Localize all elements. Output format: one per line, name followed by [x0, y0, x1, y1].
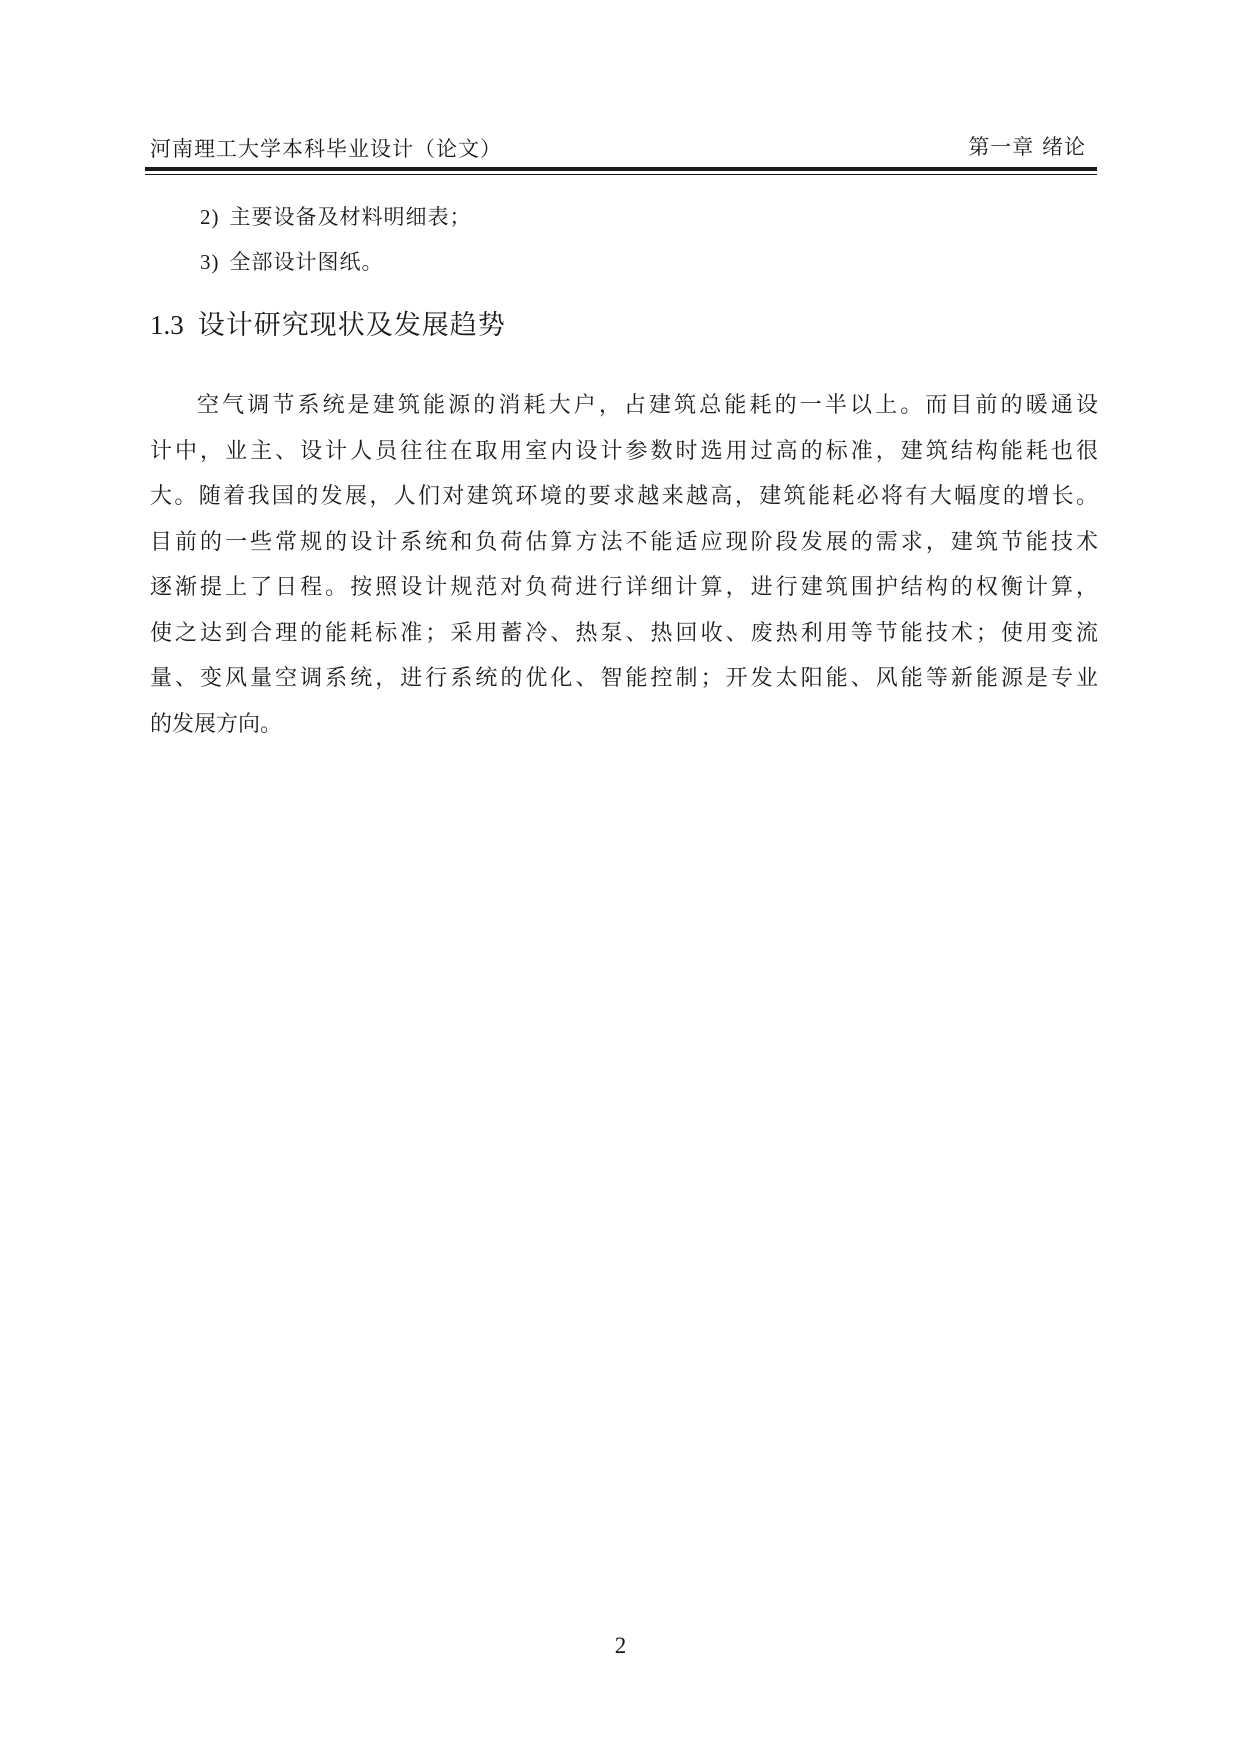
paragraph-line: 空气调节系统是建筑能源的消耗大户，占建筑总能耗的一半以上。而目前的暖通设 — [197, 393, 1098, 418]
section-number: 1.3 — [150, 310, 184, 340]
list-item-number: 2) — [200, 205, 220, 229]
section-heading — [150, 303, 506, 342]
list-item-text: 全部设计图纸。 — [229, 250, 384, 274]
paragraph-line: 量、变风量空调系统，进行系统的优化、智能控制；开发太阳能、风能等新能源是专业 — [150, 666, 1098, 691]
paragraph-line: 逐渐提上了日程。按照设计规范对负荷进行详细计算，进行建筑围护结构的权衡计算， — [150, 575, 1098, 600]
running-header-title: 河南理工大学本科毕业设计（论文） — [150, 137, 502, 161]
page-number: 2 — [614, 1633, 627, 1658]
header-rule-thin — [145, 174, 1097, 175]
body-paragraph — [150, 383, 1098, 747]
section-title: 设计研究现状及发展趋势 — [197, 310, 506, 341]
list-item-text: 主要设备及材料明细表； — [229, 205, 472, 229]
paragraph-line: 大。随着我国的发展，人们对建筑环境的要求越来越高，建筑能耗必将有大幅度的增长。 — [150, 484, 1098, 509]
header-rule-thick — [145, 167, 1097, 171]
list-item — [200, 246, 384, 276]
running-header-chapter: 第一章 绪论 — [968, 135, 1086, 159]
paragraph-line: 的发展方向。 — [150, 711, 283, 737]
paragraph-line: 计中，业主、设计人员往往在取用室内设计参数时选用过高的标准，建筑结构能耗也很 — [150, 438, 1098, 464]
list-item — [200, 201, 472, 231]
paragraph-line: 目前的一些常规的设计系统和负荷估算方法不能适应现阶段发展的需求，建筑节能技术 — [150, 529, 1098, 555]
list-item-number: 3) — [200, 250, 220, 274]
paragraph-line: 使之达到合理的能耗标准；采用蓄冷、热泵、热回收、废热利用等节能技术；使用变流 — [150, 620, 1098, 646]
